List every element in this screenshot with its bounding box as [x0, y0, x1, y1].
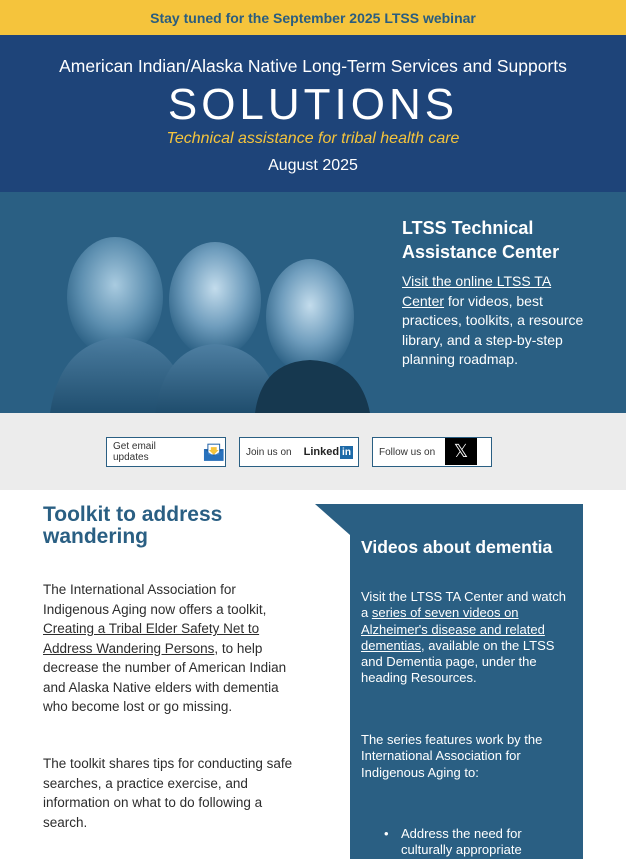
linkedin-logo-text: Linked: [303, 446, 340, 458]
sidebar-paragraph-2: The series features work by the International Association for Indigenous Aging to:: [361, 732, 543, 780]
social-links-bar: [0, 413, 626, 490]
article-paragraph-1: [43, 580, 298, 717]
article-p1-text: The International Association for Indigenous Aging now offers a toolkit,: [43, 582, 267, 617]
linkedin-icon: [304, 446, 353, 459]
ta-center-link[interactable]: Visit the online LTSS TA Center: [402, 273, 552, 309]
ta-center-body-text: for videos, best practices, toolkits, a resource library, and a step-by-step planning roadmap.: [402, 292, 584, 367]
x-follow-button[interactable]: [372, 437, 492, 467]
sidebar-p1-text-end: , available on the LTSS and Dementia page, under the heading Resources.: [361, 637, 555, 686]
sidebar-paragraph-1: [361, 589, 576, 687]
envelope-icon: [203, 442, 225, 462]
linkedin-button[interactable]: [239, 437, 359, 467]
ta-center-heading: LTSS Technical Assistance Center: [402, 218, 560, 262]
wandering-toolkit-article: [43, 500, 298, 830]
sidebar-heading: Videos about dementia: [361, 537, 553, 557]
article-heading: Toolkit to address wandering: [43, 503, 223, 548]
webinar-banner-text: Stay tuned for the September 2025 LTSS webinar: [150, 9, 476, 26]
linkedin-logo-in: in: [342, 446, 351, 458]
article-p1-text-end: , to help decrease the number of American Indian and Alaska Native elders with dementia who become lost or go missing.: [43, 640, 287, 714]
dementia-videos-link[interactable]: series of seven videos on Alzheimer's disease and related dementias: [361, 605, 545, 653]
sidebar-bullet-item: • Address the need for culturally appropriate: [361, 826, 576, 859]
dementia-videos-sidebar: [350, 504, 583, 859]
x-follow-label: Follow us on: [379, 446, 436, 458]
hero-portraits-image: [40, 222, 380, 413]
sidebar-bullet-list: [361, 826, 576, 859]
ta-center-description: [402, 272, 592, 370]
email-updates-label: Get email updates: [113, 441, 156, 463]
email-updates-button[interactable]: [106, 437, 226, 467]
newsletter-title: SOLUTIONS: [167, 80, 459, 129]
linkedin-label: Join us on: [246, 446, 292, 458]
sidebar-flag-decoration: [315, 504, 350, 535]
issue-date: August 2025: [268, 157, 358, 174]
sidebar-p1-text: Visit the LTSS TA Center and watch a: [361, 589, 566, 621]
x-logo-icon: 𝕏: [445, 438, 477, 465]
hero-section: [0, 192, 626, 413]
article-paragraph-2: The toolkit shares tips for conducting safe searches, a practice exercise, and information on what to do following a search.: [43, 756, 293, 830]
masthead: [0, 35, 626, 192]
masthead-tagline: Technical assistance for tribal health care: [166, 130, 460, 147]
webinar-banner[interactable]: [0, 0, 626, 35]
masthead-kicker: American Indian/Alaska Native Long-Term Services and Supports: [59, 56, 567, 76]
toolkit-link[interactable]: Creating a Tribal Elder Safety Net to Address Wandering Persons: [43, 621, 260, 656]
